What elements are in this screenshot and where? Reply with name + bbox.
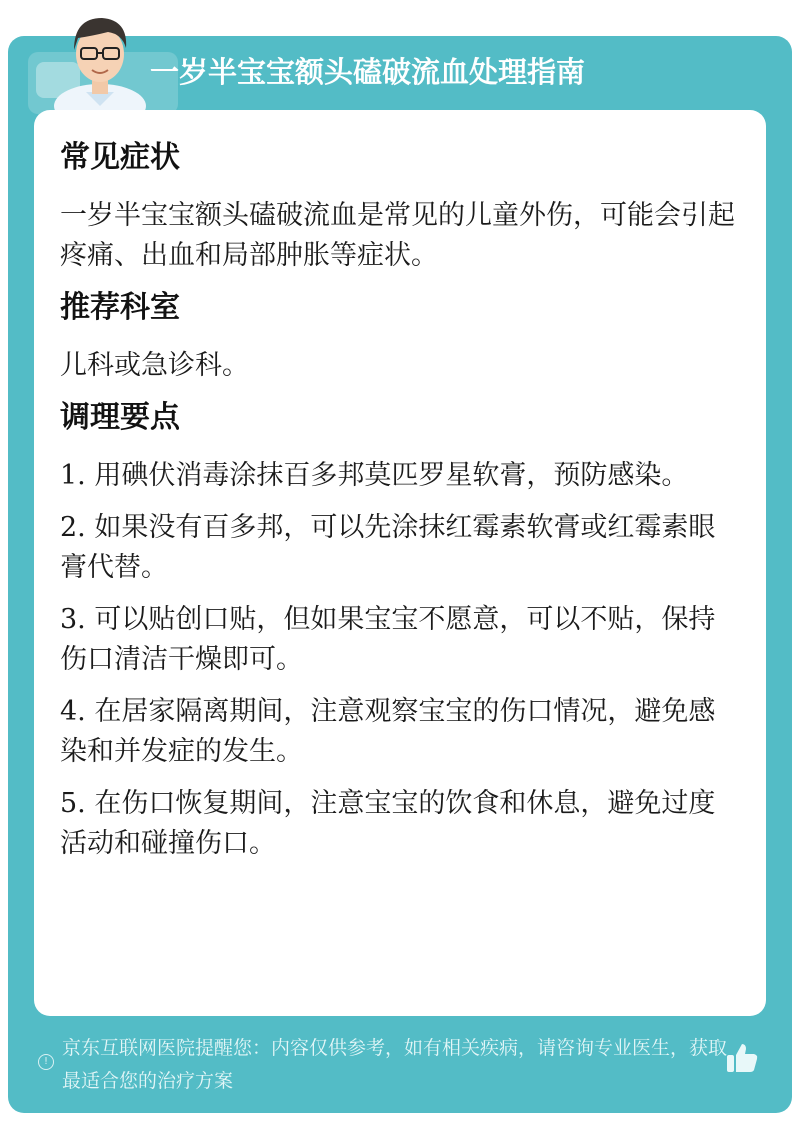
symptoms-heading: 常见症状	[60, 140, 180, 175]
care-item-number: 1.	[60, 460, 86, 491]
care-item-text: 用碘伏消毒涂抹百多邦莫匹罗星软膏，预防感染。	[94, 460, 689, 491]
care-item-text: 可以贴创口贴，但如果宝宝不愿意，可以不贴，保持伤口清洁干燥即可。	[60, 604, 716, 675]
care-item	[60, 784, 740, 864]
care-item-number: 5.	[60, 788, 86, 819]
department-heading: 推荐科室	[60, 290, 180, 325]
care-item-text: 在伤口恢复期间，注意宝宝的饮食和休息，避免过度活动和碰撞伤口。	[60, 788, 716, 859]
content-card	[34, 110, 766, 1016]
care-item-number: 3.	[60, 604, 86, 635]
page-title: 一岁半宝宝额头磕破流血处理指南	[150, 55, 586, 89]
care-item-number: 4.	[60, 696, 86, 727]
care-item	[60, 456, 740, 496]
footer-notice: 京东互联网医院提醒您：内容仅供参考，如有相关疾病，请咨询专业医生，获取最适合您的治疗方案	[62, 1037, 728, 1092]
care-heading: 调理要点	[60, 400, 180, 435]
care-item-number: 2.	[60, 512, 86, 543]
care-item-text: 如果没有百多邦，可以先涂抹红霉素软膏或红霉素眼膏代替。	[60, 512, 716, 583]
care-item-text: 在居家隔离期间，注意观察宝宝的伤口情况，避免感染和并发症的发生。	[60, 696, 716, 767]
care-item	[60, 692, 740, 772]
care-item	[60, 508, 740, 588]
doctor-avatar	[46, 6, 154, 112]
department-text: 儿科或急诊科。	[60, 350, 249, 381]
symptoms-text: 一岁半宝宝额头磕破流血是常见的儿童外伤，可能会引起疼痛、出血和局部肿胀等症状。	[60, 200, 735, 271]
info-icon: !	[38, 1054, 54, 1070]
thumbs-up-icon[interactable]	[724, 1040, 760, 1076]
care-item	[60, 600, 740, 680]
